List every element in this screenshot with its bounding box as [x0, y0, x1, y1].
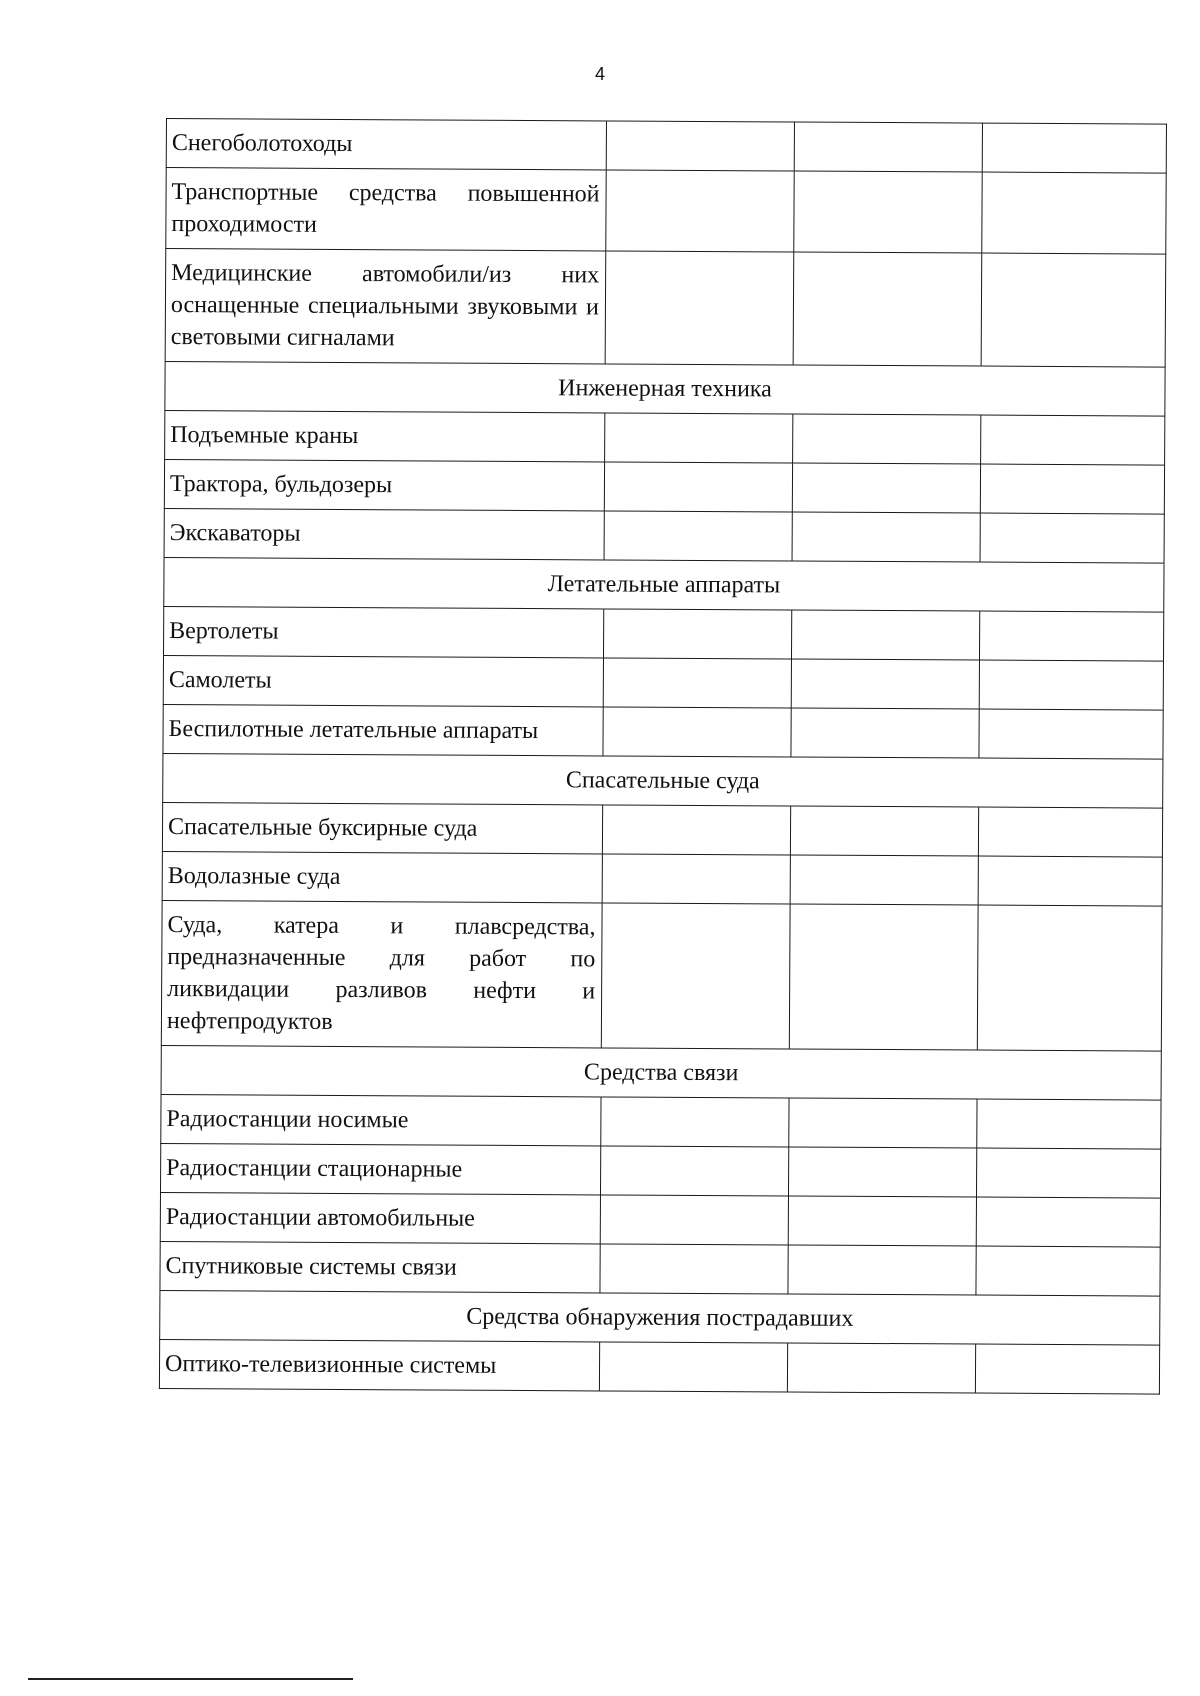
table-row	[159, 1339, 1159, 1394]
item-name: Снегоболотоходы	[166, 119, 606, 170]
value-cell[interactable]	[789, 1098, 977, 1148]
item-name: Водолазные суда	[162, 851, 602, 902]
value-cell[interactable]	[603, 707, 791, 757]
value-cell[interactable]	[604, 462, 792, 512]
section-heading: Средства связи	[161, 1045, 1161, 1100]
section-heading: Средства обнаружения пострадавших	[160, 1290, 1160, 1345]
value-cell[interactable]	[790, 855, 978, 905]
table-row	[163, 655, 1163, 710]
equipment-table	[159, 118, 1167, 1395]
section-row	[161, 1045, 1161, 1100]
value-cell[interactable]	[601, 903, 790, 1049]
value-cell[interactable]	[600, 1146, 788, 1196]
table-row	[163, 606, 1163, 661]
table-row	[160, 1241, 1160, 1296]
value-cell[interactable]	[602, 854, 790, 904]
value-cell[interactable]	[982, 172, 1166, 254]
value-cell[interactable]	[977, 1099, 1161, 1149]
table-row	[160, 1143, 1160, 1198]
value-cell[interactable]	[979, 611, 1163, 661]
value-cell[interactable]	[788, 1196, 976, 1246]
value-cell[interactable]	[605, 251, 794, 365]
section-row	[165, 361, 1165, 416]
value-cell[interactable]	[976, 1197, 1160, 1247]
section-heading: Инженерная техника	[165, 361, 1165, 416]
value-cell[interactable]	[791, 659, 979, 709]
value-cell[interactable]	[982, 123, 1166, 173]
value-cell[interactable]	[606, 121, 794, 171]
item-name: Радиостанции автомобильные	[160, 1192, 600, 1243]
table-row	[162, 802, 1162, 857]
value-cell[interactable]	[979, 709, 1163, 759]
item-name: Суда, катера и плавсредства, предназначенные для работ по ликвидации разливов нефти и нефтепродуктов	[161, 900, 602, 1047]
section-heading: Спасательные суда	[163, 753, 1163, 808]
section-row	[164, 557, 1164, 612]
item-name: Вертолеты	[163, 606, 603, 657]
table-row	[161, 1094, 1161, 1149]
table-row	[160, 1192, 1160, 1247]
item-name: Спасательные буксирные суда	[162, 802, 602, 853]
value-cell[interactable]	[787, 1343, 975, 1393]
value-cell[interactable]	[600, 1195, 788, 1245]
value-cell[interactable]	[791, 708, 979, 758]
value-cell[interactable]	[603, 609, 791, 659]
table-row	[166, 168, 1166, 255]
value-cell[interactable]	[794, 171, 982, 253]
value-cell[interactable]	[792, 463, 980, 513]
value-cell[interactable]	[606, 170, 794, 252]
value-cell[interactable]	[603, 658, 791, 708]
table-row	[164, 459, 1164, 514]
item-name: Оптико-телевизионные системы	[159, 1339, 599, 1390]
item-name: Радиостанции стационарные	[160, 1143, 600, 1194]
value-cell[interactable]	[979, 660, 1163, 710]
item-name: Спутниковые системы связи	[160, 1241, 600, 1292]
value-cell[interactable]	[789, 904, 978, 1050]
value-cell[interactable]	[600, 1244, 788, 1294]
value-cell[interactable]	[602, 805, 790, 855]
value-cell[interactable]	[790, 806, 978, 856]
value-cell[interactable]	[605, 413, 793, 463]
value-cell[interactable]	[975, 1344, 1159, 1394]
value-cell[interactable]	[978, 807, 1162, 857]
value-cell[interactable]	[980, 513, 1164, 563]
value-cell[interactable]	[599, 1342, 787, 1392]
value-cell[interactable]	[601, 1097, 789, 1147]
table-row	[165, 410, 1165, 465]
item-name: Самолеты	[163, 655, 603, 706]
section-heading: Летательные аппараты	[164, 557, 1164, 612]
item-name: Беспилотные летательные аппараты	[163, 704, 603, 755]
section-row	[163, 753, 1163, 808]
value-cell[interactable]	[794, 122, 982, 172]
value-cell[interactable]	[788, 1147, 976, 1197]
item-name: Экскаваторы	[164, 508, 604, 559]
value-cell[interactable]	[791, 610, 979, 660]
item-name: Трактора, бульдозеры	[164, 459, 604, 510]
item-name: Радиостанции носимые	[161, 1094, 601, 1145]
item-name: Транспортные средства повышенной проходимости	[166, 168, 606, 251]
section-row	[160, 1290, 1160, 1345]
value-cell[interactable]	[981, 415, 1165, 465]
table-row	[165, 249, 1166, 368]
table-row	[164, 508, 1164, 563]
value-cell[interactable]	[793, 252, 982, 366]
value-cell[interactable]	[976, 1246, 1160, 1296]
footnote-separator	[28, 1678, 353, 1680]
table-row	[162, 851, 1162, 906]
table-row	[163, 704, 1163, 759]
value-cell[interactable]	[792, 512, 980, 562]
value-cell[interactable]	[793, 414, 981, 464]
value-cell[interactable]	[981, 253, 1166, 367]
value-cell[interactable]	[977, 905, 1162, 1051]
item-name: Подъемные краны	[165, 410, 605, 461]
table-row	[166, 119, 1166, 174]
value-cell[interactable]	[978, 856, 1162, 906]
page-number: 4	[594, 64, 605, 84]
value-cell[interactable]	[980, 464, 1164, 514]
value-cell[interactable]	[604, 511, 792, 561]
table-row	[161, 900, 1162, 1051]
value-cell[interactable]	[788, 1245, 976, 1295]
value-cell[interactable]	[976, 1148, 1160, 1198]
item-name: Медицинские автомобили/из них оснащенные специальными звуковыми и световыми сигналами	[165, 249, 606, 364]
